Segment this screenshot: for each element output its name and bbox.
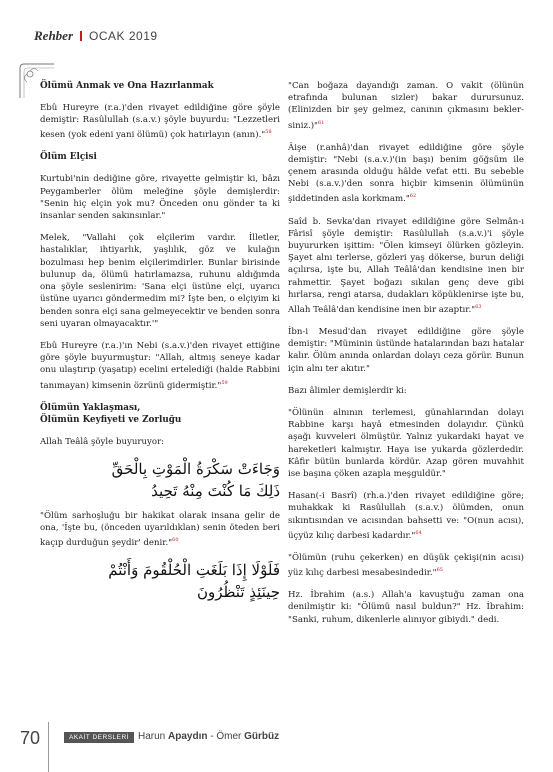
page-header bbox=[34, 28, 158, 44]
paragraph: "Can boğaza dayandığı zaman. O vakit (ölünün etrafında bulunan sizler) bakar durursunuz. (Elinizden bir şey gelmez, canının çıkmasını beklersiniz.)"$^{61}$ bbox=[288, 81, 524, 131]
paragraph: Kurtubi'nin dediğine göre, rivayette gelmiştir ki, bâzı Peygamberler ölüm meleğine şöyle demişlerdir: "Senin hiç elçin yok mu? Önceden onu gönder ta ki insanlar senden sakınsınlar." bbox=[40, 174, 280, 222]
issue-date: OCAK 2019 bbox=[89, 29, 158, 43]
paragraph: Allah Teâlâ şöyle buyuruyor: bbox=[40, 436, 165, 447]
paragraph: Ebû Hureyre (r.a.)'den rivayet edildiğine göre şöyle demiştir: Rasûlullah (s.a.v.) şöyle buyurdu: "Lezzetleri kesen (yok edeni yani ölümü) çok hatırlayın (anın)."$^{58}$ bbox=[40, 103, 280, 141]
section-heading: Ölümün Yaklaşması, Ölümün Keyfiyeti ve Zorluğu bbox=[40, 402, 182, 425]
paragraph: "Ölümün (ruhu çekerken) en düşük çekişi(nin acısı) yüz kılıç darbesi mesabesindedir."$^{65}$ bbox=[288, 552, 524, 578]
footnote-ref: 61 bbox=[318, 119, 325, 126]
paragraph: Saîd b. Sevka'dan rivayet edildiğine göre Selmân-ı Fârisî şöyle demiştir: Rasûlullah (s.a.v.)'i şöyle buyururken işittim: "Ölen kimseyi ölürken gözleyin. Şayet alnı terlerse, gözleri yaş dökerse, burun deliği açılırsa, işte bu, Allah Teâlâ'dan kendisine inen bir rahmettir. Şayet boğazı sıkılan genç deve gibi hırlarsa, rengi atarsa, dudakları köpüklenirse işte bu, Allah Teâlâ'dan kendisine inen bir azaptır."$^{63}$ bbox=[288, 216, 524, 315]
paragraph: Âişe (r.anhâ)'dan rivayet edildiğine göre şöyle demiştir: "Nebi (s.a.v.)'(in başı) benim göğsüm ile çenem arasında olduğu hâlde vefat etti. Bu sebeble Nebi (s.a.v.)'den sonra hiçbir kimsenin ölümünün şiddetinden asla korkmam."$^{62}$ bbox=[288, 142, 524, 205]
section-heading: Ölümü Anmak ve Ona Hazırlanmak bbox=[40, 81, 214, 91]
right-column bbox=[288, 80, 524, 636]
paragraph: Hasan(-i Basrî) (rh.a.)'den rivayet edildiğine göre; muhakkak ki Rasûlullah (s.a.v.) ölümden, onun sıkıntısından ve acısından bahsetti ve: "O(nun acısı), üçyüz kılıç darbesi kadardır."$^{64}$ bbox=[288, 491, 524, 541]
left-column bbox=[40, 80, 280, 611]
paragraph: Melek, "Vallahi çok elçilerim vardır. İlletler, hastalıklar, ihtiyarlık, yaşlılık, göz ve kulağın bozulması hep benim elçilerimdirler. Bunlar birisinde bulunup da, ölümü hatırlamazsa, ruhunu aldığımda ona şöyle seslenirim: 'Sana elçi üstüne elçi, uyarıcı üstüne uyarıcı göndermedim mi? İşte ben, o elçiyim ki benden sonra elçi sana gelmeyecektir ve benden sonra seni uyaran olmayacaktır.'" bbox=[40, 233, 280, 329]
series-badge: AKAİT DERSLERİ bbox=[64, 732, 134, 743]
paragraph: Ebû Hureyre (r.a.)'ın Nebi (s.a.v.)'den rivayet ettiğine göre şöyle buyurmuştur: "Allah, altmış seneye kadar onu ulaştırıp (yaşatıp) ecelini ertelediği (halde Rabbini tanımayan) kimsenin özrünü gidermiştir."$^{59}$ bbox=[40, 340, 280, 391]
paragraph: İbn-i Mesud'dan rivayet edildiğine göre şöyle demiştir: "Müminin üstünde hatalarından bazı hatalar kalır. Ölüm anında onlardan dolayı ceza görür. Bunun için alnı ter akıtır." bbox=[288, 327, 524, 374]
footnote-ref: 63 bbox=[475, 303, 482, 310]
arabic-verse: وَجَاءَتْ سَكْرَةُ الْمَوْتِ بِالْحَقِّ ذَلِكَ مَا كُنْتَ مِنْهُ تَحِيدُ bbox=[111, 459, 280, 500]
author-names: Harun Apaydın - Ömer Gürbüz bbox=[138, 731, 280, 742]
paragraph: "Ölünün alnının terlemesi, günahlarından dolayı Rabbine karşı hayâ etmesinden dolayıdır. Çünkü aşağı kuvveleri ölmüştür. Yalnız yukardaki hayat ve hareketleri kalmıştır. Haya ise yukarda gözlerdedir. Kâfir bütün bunlarda kördür. Azap gören muvahhit ise başına çöken azapla meşguldür." bbox=[288, 408, 524, 480]
footnote-ref: 62 bbox=[409, 193, 417, 200]
page-number: 70 bbox=[20, 728, 41, 748]
paragraph: "Ölüm sarhoşluğu bir hakikat olarak insana gelir de ona, 'İşte bu, (önceden uyarıldıklan) senin öteden beri kaçıp durduğun şeydir' denir."$^{60}$ bbox=[40, 510, 280, 549]
magazine-logo: Rehber bbox=[34, 28, 73, 43]
footnote-ref: 65 bbox=[436, 567, 443, 574]
footer-divider bbox=[48, 722, 49, 772]
footnote-ref: 58 bbox=[265, 129, 272, 136]
paragraph: Bazı âlimler demişlerdir ki: bbox=[288, 385, 407, 396]
page-footer bbox=[0, 722, 553, 752]
footnote-ref: 64 bbox=[415, 529, 422, 536]
header-divider bbox=[80, 31, 82, 41]
paragraph: Hz. İbrahim (a.s.) Allah'a kavuştuğu zaman ona denilmiştir ki: "Ölümü nasıl buldun?" Hz. İbrahim: "Sanki, ruhum, dikenlerle alınıyor gibiydi." dedi. bbox=[288, 590, 524, 625]
section-heading: Ölüm Elçisi bbox=[40, 152, 97, 163]
footnote-ref: 60 bbox=[172, 537, 179, 544]
arabic-verse: فَلَوْلَا إِذَا بَلَغَتِ الْحُلْقُومَ وَأَنْتُمْ حِينَئِذٍ تَنْظُرُونَ bbox=[108, 561, 280, 602]
footnote-ref: 59 bbox=[221, 379, 228, 386]
